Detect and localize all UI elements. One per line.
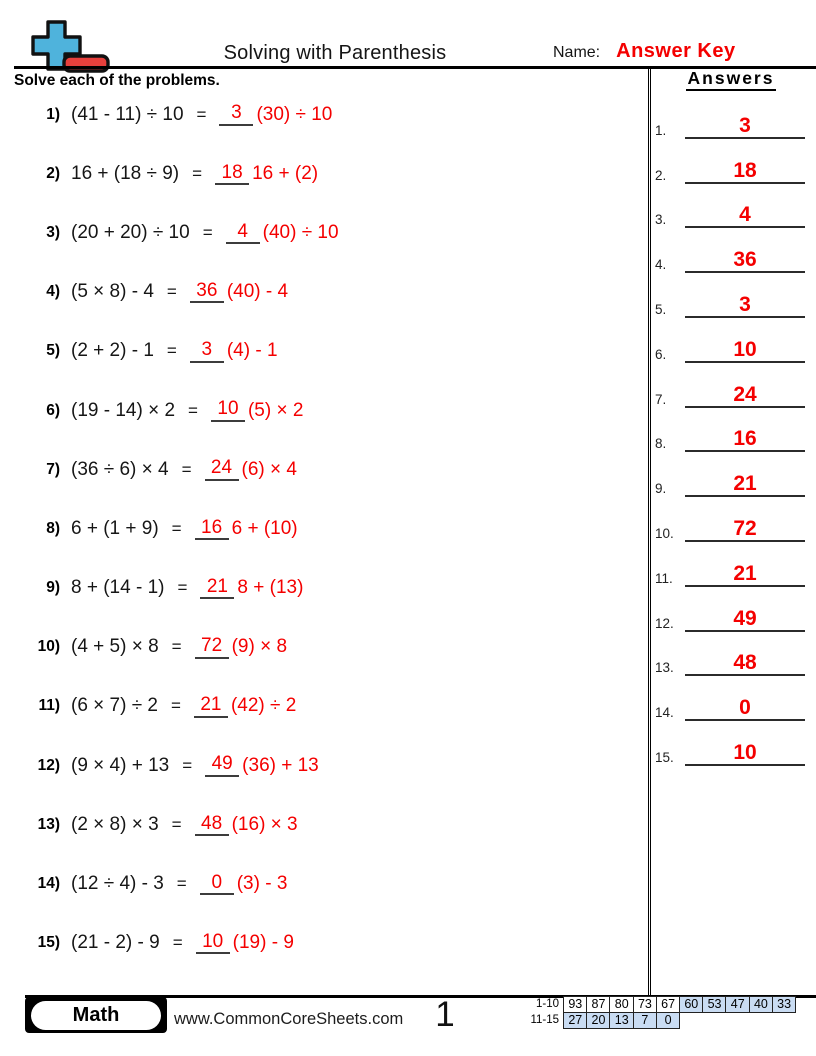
answer-number: 2. xyxy=(655,167,667,183)
answer-value: 16 xyxy=(733,427,757,451)
score-cell: 40 xyxy=(749,996,774,1014)
problem-expression: (5 × 8) - 4 xyxy=(71,281,154,303)
problems-list xyxy=(14,85,639,973)
answer-blank: 0 xyxy=(200,873,234,896)
equals-sign: = xyxy=(176,874,187,894)
answer-blank: 10 xyxy=(196,932,230,955)
equals-sign: = xyxy=(171,696,181,716)
answers-panel-title xyxy=(655,68,807,89)
score-row2-shaded-cells xyxy=(563,1012,680,1030)
score-row1-plain-cells xyxy=(563,996,680,1014)
answer-number: 8. xyxy=(655,436,667,452)
problem-number: 15) xyxy=(37,934,60,952)
answer-line xyxy=(685,115,805,139)
score-cell: 53 xyxy=(702,996,727,1014)
work-expression: (16) × 3 xyxy=(231,813,298,835)
problem-row xyxy=(14,559,639,618)
work-expression: 6 + (10) xyxy=(231,517,298,539)
answer-line xyxy=(685,384,805,408)
answer-line xyxy=(685,204,805,228)
problem-number: 10) xyxy=(37,638,60,656)
problem-number: 12) xyxy=(37,756,60,774)
equals-sign: = xyxy=(171,518,182,538)
answer-blank: 3 xyxy=(190,340,224,363)
problem-number: 9) xyxy=(46,579,60,597)
answer-number: 11. xyxy=(655,570,673,586)
website-text: www.CommonCoreSheets.com xyxy=(174,1010,404,1028)
score-grid xyxy=(519,996,796,1030)
equals-sign: = xyxy=(188,400,198,420)
answer-row xyxy=(655,363,805,408)
answer-line xyxy=(685,697,805,721)
answer-line xyxy=(685,294,805,318)
page-number: 1 xyxy=(435,995,455,1034)
score-cell: 13 xyxy=(609,1012,634,1030)
equals-sign: = xyxy=(166,282,177,302)
answer-row xyxy=(655,587,805,632)
answer-value: 36 xyxy=(733,248,757,272)
problem-expression: (21 - 2) - 9 xyxy=(71,932,160,954)
answer-line xyxy=(685,608,805,632)
answer-number: 10. xyxy=(655,525,674,541)
equals-sign: = xyxy=(166,341,177,361)
answer-blank: 21 xyxy=(200,577,234,600)
name-label: Name: xyxy=(553,44,601,61)
problem-row xyxy=(14,795,639,854)
problem-row xyxy=(14,854,639,913)
equals-sign: = xyxy=(202,222,213,242)
answer-value: 10 xyxy=(733,740,757,764)
answer-row xyxy=(655,408,805,453)
answer-key-label: Answer Key xyxy=(616,40,736,62)
answers-list xyxy=(655,94,805,766)
answer-value: 21 xyxy=(733,472,757,496)
answer-row xyxy=(655,94,805,139)
answer-row xyxy=(655,721,805,766)
answer-blank: 36 xyxy=(190,281,224,304)
answer-line xyxy=(685,339,805,363)
answer-value: 3 xyxy=(739,113,751,137)
answer-number: 3. xyxy=(655,212,667,228)
page-title: Solving with Parenthesis xyxy=(223,42,447,64)
problem-row xyxy=(14,144,639,203)
answer-number: 7. xyxy=(655,391,667,407)
work-expression: 8 + (13) xyxy=(237,577,304,599)
score-cell: 87 xyxy=(586,996,611,1014)
score-cell: 67 xyxy=(656,996,681,1014)
problem-number: 2) xyxy=(46,164,60,182)
answer-value: 48 xyxy=(733,651,757,675)
work-expression: (40) - 4 xyxy=(226,281,289,303)
answer-value: 10 xyxy=(733,337,757,361)
equals-sign: = xyxy=(192,163,203,183)
answer-line xyxy=(685,473,805,497)
problem-number: 5) xyxy=(46,342,60,360)
score-cell: 27 xyxy=(563,1012,588,1030)
work-expression: (4) - 1 xyxy=(226,340,278,362)
answer-number: 14. xyxy=(655,705,674,721)
answer-row xyxy=(655,139,805,184)
equals-sign: = xyxy=(171,637,182,657)
answer-line xyxy=(685,249,805,273)
problem-row xyxy=(14,677,639,736)
work-expression: (9) × 8 xyxy=(231,636,288,658)
subject-badge xyxy=(25,997,167,1033)
work-expression: (5) × 2 xyxy=(247,399,304,421)
work-expression: (6) × 4 xyxy=(241,458,297,480)
score-row1-label: 1-10 xyxy=(535,997,559,1010)
score-cell: 73 xyxy=(633,996,658,1014)
answers-column-divider xyxy=(648,69,651,995)
problem-row xyxy=(14,736,639,795)
work-expression: (3) - 3 xyxy=(236,873,288,895)
score-row2-label: 11-15 xyxy=(530,1013,559,1026)
work-expression: (36) + 13 xyxy=(242,754,319,776)
answer-number: 4. xyxy=(655,257,667,273)
work-expression: (40) ÷ 10 xyxy=(262,221,339,243)
equals-sign: = xyxy=(181,459,192,479)
problem-expression: (2 + 2) - 1 xyxy=(71,340,154,362)
problem-row xyxy=(14,381,639,440)
answer-row xyxy=(655,676,805,721)
problem-expression: (36 ÷ 6) × 4 xyxy=(71,458,169,480)
answer-number: 1. xyxy=(655,122,667,138)
answer-blank: 72 xyxy=(195,636,229,659)
problem-number: 4) xyxy=(46,283,60,301)
problem-number: 13) xyxy=(37,815,60,833)
answer-blank: 49 xyxy=(205,754,239,777)
problem-expression: 8 + (14 - 1) xyxy=(71,577,165,599)
problem-number: 6) xyxy=(46,401,60,419)
plus-minus-logo-icon xyxy=(20,12,116,74)
equals-sign: = xyxy=(172,933,183,953)
score-row-1 xyxy=(519,996,796,1014)
answer-blank: 48 xyxy=(195,814,229,837)
problem-number: 8) xyxy=(46,519,60,537)
score-cell: 33 xyxy=(772,996,797,1014)
answer-line xyxy=(685,563,805,587)
answer-value: 24 xyxy=(733,382,757,406)
problem-number: 7) xyxy=(46,460,60,478)
answer-line xyxy=(685,742,805,766)
answer-number: 6. xyxy=(655,346,667,362)
problem-expression: (6 × 7) ÷ 2 xyxy=(71,695,158,717)
problem-expression: (41 - 11) ÷ 10 xyxy=(71,103,184,125)
answer-row xyxy=(655,228,805,273)
answer-blank: 24 xyxy=(205,458,239,481)
answer-value: 21 xyxy=(733,561,757,585)
answer-row xyxy=(655,632,805,677)
answer-value: 72 xyxy=(733,516,757,540)
answer-number: 5. xyxy=(655,301,667,317)
subject-label: Math xyxy=(72,1003,120,1026)
instructions-text: Solve each of the problems. xyxy=(14,72,220,89)
problem-number: 1) xyxy=(46,105,60,123)
problem-expression: (4 + 5) × 8 xyxy=(71,636,159,658)
answer-value: 49 xyxy=(733,606,757,630)
answer-line xyxy=(685,160,805,184)
answer-blank: 4 xyxy=(226,222,260,245)
score-cell: 20 xyxy=(586,1012,611,1030)
problem-row xyxy=(14,263,639,322)
answer-row xyxy=(655,452,805,497)
problem-number: 14) xyxy=(37,875,60,893)
answer-number: 12. xyxy=(655,615,674,631)
problem-expression: (2 × 8) × 3 xyxy=(71,813,159,835)
score-cell: 80 xyxy=(609,996,634,1014)
subject-badge-inner xyxy=(31,1001,161,1030)
problem-row xyxy=(14,203,639,262)
work-expression: (30) ÷ 10 xyxy=(256,103,333,125)
problem-expression: (12 ÷ 4) - 3 xyxy=(71,873,164,895)
answer-value: 4 xyxy=(739,203,751,227)
problem-row xyxy=(14,322,639,381)
work-expression: (42) ÷ 2 xyxy=(230,695,297,717)
problem-number: 11) xyxy=(38,697,60,715)
problem-expression: 16 + (18 ÷ 9) xyxy=(71,162,180,184)
score-row1-shaded-cells xyxy=(679,996,796,1014)
problem-row xyxy=(14,499,639,558)
answer-value: 18 xyxy=(733,158,757,182)
problem-expression: (19 - 14) × 2 xyxy=(71,399,176,421)
answer-value: 3 xyxy=(739,292,751,316)
score-row-2 xyxy=(519,1012,796,1030)
answer-line xyxy=(685,518,805,542)
answers-panel-title-text: Answers xyxy=(686,68,777,91)
score-cell: 60 xyxy=(679,996,704,1014)
answer-value: 0 xyxy=(739,696,751,720)
score-cell: 7 xyxy=(633,1012,658,1030)
equals-sign: = xyxy=(196,104,207,124)
problem-expression: (9 × 4) + 13 xyxy=(71,754,170,776)
answer-number: 15. xyxy=(655,749,674,765)
answer-blank: 3 xyxy=(219,103,253,126)
score-cell: 47 xyxy=(725,996,750,1014)
work-expression: 16 + (2) xyxy=(252,162,319,184)
answer-blank: 18 xyxy=(215,163,249,186)
problem-expression: (20 + 20) ÷ 10 xyxy=(71,221,190,243)
problem-row xyxy=(14,618,639,677)
score-cell: 93 xyxy=(563,996,588,1014)
equals-sign: = xyxy=(171,814,182,834)
problem-row xyxy=(14,85,639,144)
answer-blank: 21 xyxy=(194,695,228,718)
answer-blank: 16 xyxy=(195,518,229,541)
answer-row xyxy=(655,273,805,318)
answer-row xyxy=(655,542,805,587)
problem-number: 3) xyxy=(46,223,60,241)
name-row xyxy=(553,40,736,63)
answer-row xyxy=(655,318,805,363)
answer-line xyxy=(685,428,805,452)
answer-line xyxy=(685,652,805,676)
equals-sign: = xyxy=(182,755,193,775)
answer-number: 9. xyxy=(655,481,667,497)
problem-row xyxy=(14,914,639,973)
answer-blank: 10 xyxy=(211,399,245,422)
answer-row xyxy=(655,184,805,229)
equals-sign: = xyxy=(177,578,188,598)
work-expression: (19) - 9 xyxy=(232,932,294,954)
score-cell: 0 xyxy=(656,1012,681,1030)
answer-number: 13. xyxy=(655,660,674,676)
problem-expression: 6 + (1 + 9) xyxy=(71,517,159,539)
problem-row xyxy=(14,440,639,499)
answer-row xyxy=(655,497,805,542)
